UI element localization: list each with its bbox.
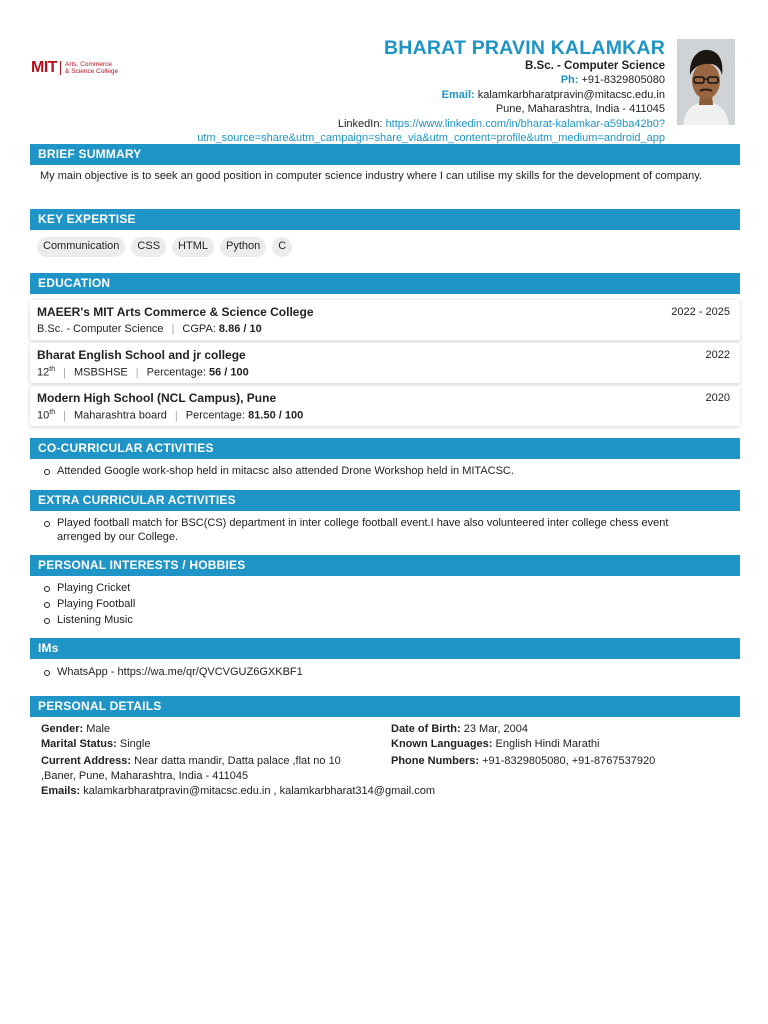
linkedin-line: LinkedIn: https://www.linkedin.com/in/bharat-kalamkar-a59ba42b0?: [337, 117, 665, 130]
extracurricular-list: [43, 516, 703, 546]
candidate-name: BHARAT PRAVIN KALAMKAR: [384, 37, 665, 59]
education-entry: [30, 343, 740, 383]
cocurricular-list: [43, 464, 723, 480]
logo-text: Arts, Commerce & Science College: [65, 61, 119, 75]
education-years: 2022: [705, 349, 730, 361]
phone-line: Ph: +91-8329805080: [560, 74, 665, 86]
skill-chip: C: [272, 237, 292, 257]
ims-list: [43, 665, 723, 681]
candidate-degree: B.Sc. - Computer Science: [525, 60, 665, 72]
education-institution: MAEER's MIT Arts Commerce & Science College: [37, 305, 314, 319]
email-value[interactable]: kalamkarbharatpravin@mitacsc.edu.in: [477, 88, 665, 101]
section-header-extracurricular: EXTRA CURRICULAR ACTIVITIES: [30, 490, 740, 511]
contact-header: [105, 38, 665, 146]
linkedin-link[interactable]: https://www.linkedin.com/in/bharat-kalamkar-a59ba42b0?: [385, 117, 665, 130]
skills-list: [37, 237, 292, 257]
languages-field: Known Languages: English Hindi Marathi: [391, 738, 600, 750]
section-header-hobbies: PERSONAL INTERESTS / HOBBIES: [30, 555, 740, 576]
phone-numbers-field: Phone Numbers: +91-8329805080, +91-8767537920: [391, 755, 656, 767]
education-years: 2022 - 2025: [671, 306, 730, 318]
profile-photo: [677, 39, 735, 125]
logo-divider: [60, 61, 61, 75]
marital-status-field: Marital Status: Single: [41, 738, 151, 750]
section-header-summary: BRIEF SUMMARY: [30, 144, 740, 165]
section-header-expertise: KEY EXPERTISE: [30, 209, 740, 230]
dob-field: Date of Birth: 23 Mar, 2004: [391, 723, 528, 735]
section-header-cocurricular: CO-CURRICULAR ACTIVITIES: [30, 438, 740, 459]
location-line: Pune, Maharashtra, India - 411045: [495, 103, 665, 115]
hobbies-list: [43, 581, 723, 629]
address-field: Current Address: Near datta mandir, Datta palace ,flat no 10 ,Baner, Pune, Maharashtra, India - 411045: [41, 755, 341, 782]
education-entry: [30, 386, 740, 426]
education-institution: Bharat English School and jr college: [37, 348, 246, 362]
section-header-education: EDUCATION: [30, 273, 740, 294]
skill-chip: Python: [220, 237, 266, 257]
list-item: Played football match for BSC(CS) department in inter college football event.I have also volunteered inter college chess event arrenged by our College.: [43, 516, 703, 544]
phone-value: +91-8329805080: [581, 74, 665, 86]
list-item: Playing Cricket: [43, 581, 723, 595]
skill-chip: CSS: [131, 237, 166, 257]
email-line: Email: kalamkarbharatpravin@mitacsc.edu.in: [441, 88, 665, 101]
education-details: 12th | MSBSHSE | Percentage: 56 / 100: [37, 366, 249, 379]
list-item: Playing Football: [43, 597, 723, 611]
linkedin-link-continued[interactable]: utm_source=share&utm_campaign=share_via&utm_content=profile&utm_medium=android_app: [197, 132, 665, 144]
education-entry: [30, 300, 740, 340]
emails-field: Emails: kalamkarbharatpravin@mitacsc.edu.in , kalamkarbharat314@gmail.com: [41, 785, 436, 797]
section-header-ims: IMs: [30, 638, 740, 659]
section-header-personal: PERSONAL DETAILS: [30, 696, 740, 717]
gender-field: Gender: Male: [41, 723, 111, 735]
list-item: Listening Music: [43, 613, 723, 627]
list-item: Attended Google work-shop held in mitacsc also attended Drone Workshop held in MITACSC.: [43, 464, 723, 478]
summary-text: My main objective is to seek an good position in computer science industry where I can utilise my skills for the development of company.: [40, 170, 702, 182]
logo-mark: MIT: [31, 59, 58, 76]
education-details: 10th | Maharashtra board | Percentage: 81.50 / 100: [37, 409, 304, 422]
list-item: WhatsApp - https://wa.me/qr/QVCVGUZ6GXKBF1: [43, 665, 723, 679]
skill-chip: HTML: [172, 237, 214, 257]
skill-chip: Communication: [37, 237, 125, 257]
education-details: B.Sc. - Computer Science | CGPA: 8.86 / 10: [37, 323, 262, 335]
education-years: 2020: [705, 392, 730, 404]
education-institution: Modern High School (NCL Campus), Pune: [37, 391, 277, 405]
